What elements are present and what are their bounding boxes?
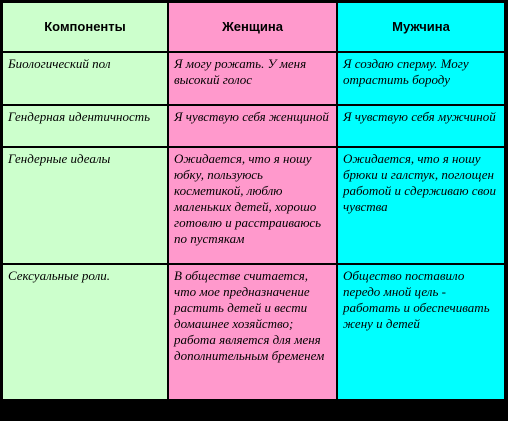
row-1-component [2,52,168,105]
row-1-female-text: Я могу рожать. У меня высокий голос [174,56,307,87]
row-3-male-text: Ожидается, что я ношу брюки и галстук, поглощен работой и сдерживаю свои чувства [343,151,497,214]
row-3-component-text: Гендерные идеалы [8,151,111,166]
row-4-female [168,264,337,400]
row-1-component-text: Биологический пол [8,56,111,71]
header-female [168,2,337,52]
header-female-label: Женщина [222,19,283,34]
row-3-female [168,147,337,264]
row-4-female-text: В обществе считается, что мое предназначение растить детей и вести домашнее хозяйство; работа является для меня дополнительным бременем [174,268,325,363]
row-3-female-text: Ожидается, что я ношу юбку, пользуюсь косметикой, люблю маленьких детей, хорошо готовлю и расстраиваюсь по пустякам [174,151,322,246]
row-2-male-text: Я чувствую себя мужчиной [343,109,496,124]
row-2-male [337,105,505,147]
row-1-male-text: Я создаю сперму. Могу отрастить бороду [343,56,469,87]
row-2-component-text: Гендерная идентичность [8,109,151,124]
row-3-male [337,147,505,264]
header-male-label: Мужчина [392,19,450,34]
row-2-component [2,105,168,147]
row-4-component-text: Сексуальные роли. [8,268,111,283]
header-components [2,2,168,52]
row-4-male [337,264,505,400]
row-4-male-text: Общество поставило передо мной цель - работать и обеспечивать жену и детей [343,268,490,331]
row-2-female-text: Я чувствую себя женщиной [174,109,329,124]
row-2-female [168,105,337,147]
row-1-male [337,52,505,105]
row-1-female [168,52,337,105]
header-components-label: Компоненты [44,19,126,34]
row-4-component [2,264,168,400]
row-3-component [2,147,168,264]
header-male [337,2,505,52]
gender-components-table [2,2,505,400]
